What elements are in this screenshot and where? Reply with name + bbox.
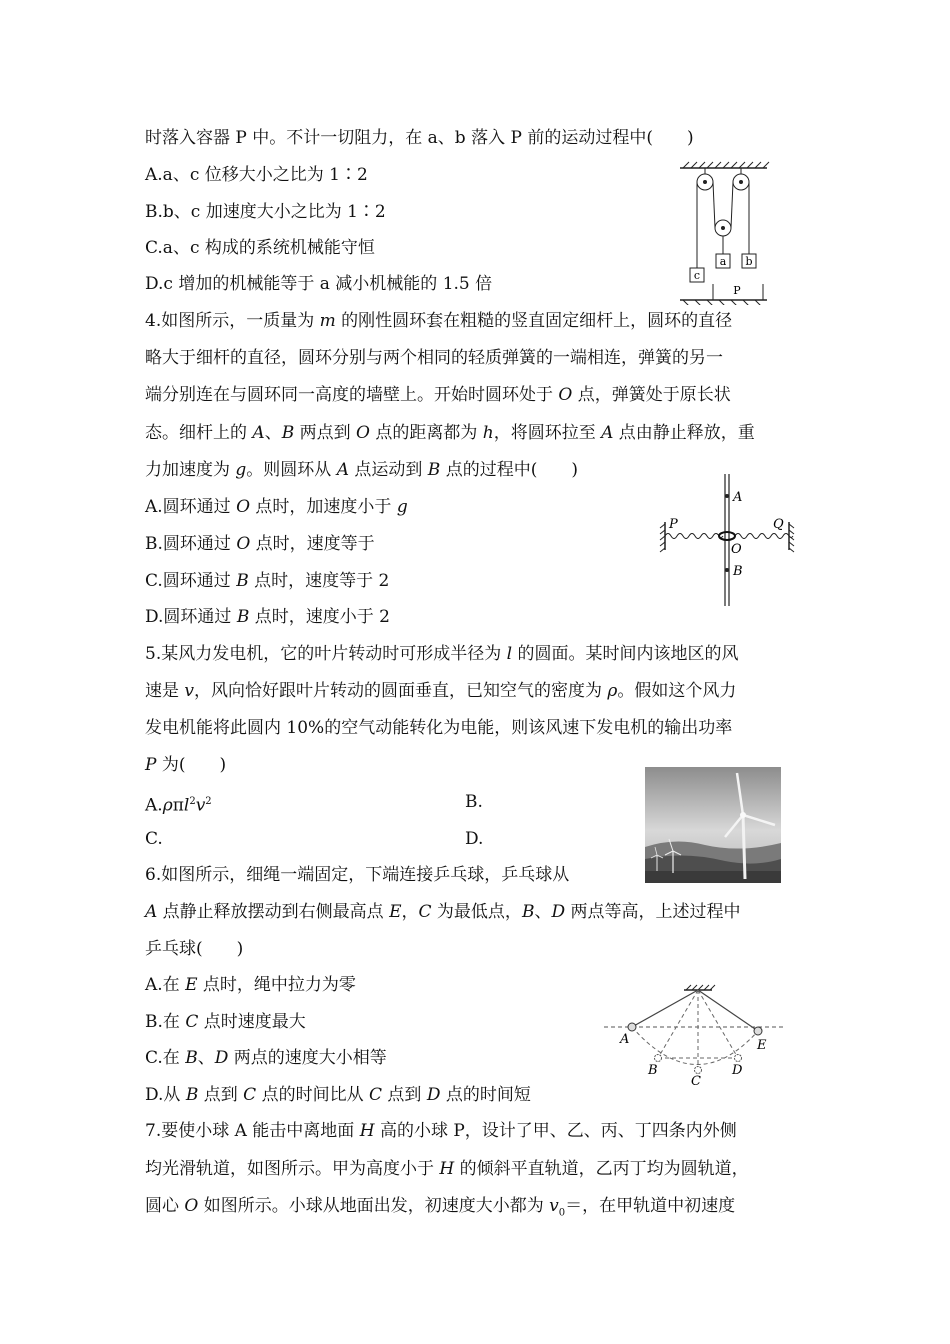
pend-a-label: A <box>620 1032 630 1047</box>
point-o-label: O <box>731 542 742 557</box>
pend-b-label: B <box>648 1063 658 1078</box>
q4-stem-line-2: 略大于细杆的直径，圆环分别与两个相同的轻质弹簧的一端相连，弹簧的另一 <box>145 348 723 368</box>
block-a-label: a <box>719 255 727 268</box>
q5-option-a: $A.\rho\pi l^2v^2$ <box>145 795 212 816</box>
q6-option-a: A.在 E 点时，绳中拉力为零 <box>145 975 356 995</box>
q3-option-c: C.a、c 构成的系统机械能守恒 <box>145 238 375 258</box>
pend-d-label: D <box>732 1063 743 1078</box>
q5-stem-line-1: 5.某风力发电机，它的叶片转动时可形成半径为 l 的圆面。某时间内该地区的风 <box>145 644 739 664</box>
q7-stem-line-2: 均光滑轨道，如图所示。甲为高度小于 H 的倾斜平直轨道，乙丙丁均为圆轨道， <box>145 1159 749 1179</box>
container-p-label: P <box>733 284 741 297</box>
pendulum-figure <box>600 982 790 1087</box>
q4-option-c: C.圆环通过 B 点时，速度等于 2 <box>145 571 390 591</box>
q3-option-d: D.c 增加的机械能等于 a 减小机械能的 1.5 倍 <box>145 274 493 294</box>
wall-p-label: P <box>669 517 678 532</box>
q6-stem-line-3: 乒乓球( ) <box>145 939 244 959</box>
q5-stem-line-3: 发电机能将此圆内 10%的空气动能转化为电能，则该风速下发电机的输出功率 <box>145 718 733 738</box>
q3-stem-line: 时落入容器 P 中。不计一切阻力，在 a、b 落入 P 前的运动过程中( ) <box>145 128 694 148</box>
q6-option-c: C.在 B、D 两点的速度大小相等 <box>145 1048 387 1068</box>
q4-option-b: B.圆环通过 O 点时，速度等于 <box>145 534 375 554</box>
q5-option-c: C. <box>145 829 163 849</box>
point-b-label: B <box>733 564 743 579</box>
pend-e-label: E <box>757 1038 767 1053</box>
block-b-label: b <box>745 255 753 268</box>
wall-q-label: Q <box>773 517 784 532</box>
q6-stem-line-2: A 点静止释放摆动到右侧最高点 E，C 为最低点，B、D 两点等高，上述过程中 <box>145 902 741 922</box>
q7-stem-line-1: 7.要使小球 A 能击中离地面 H 高的小球 P，设计了甲、乙、丙、丁四条内外侧 <box>145 1121 737 1141</box>
q5-stem-line-4: P 为( ) <box>145 755 227 775</box>
q6-option-d: D.从 B 点到 C 点的时间比从 C 点到 D 点的时间短 <box>145 1085 531 1105</box>
q4-stem-line-4: 态。细杆上的 A、B 两点到 O 点的距离都为 h，将圆环拉至 A 点由静止释放，重 <box>145 423 755 443</box>
q6-option-b: B.在 C 点时速度最大 <box>145 1012 306 1032</box>
q4-stem-line-1: 4.如图所示，一质量为 m 的刚性圆环套在粗糙的竖直固定细杆上，圆环的直径 <box>145 311 733 331</box>
q7-stem-line-3: 圆心 O 如图所示。小球从地面出发，初速度大小都为 $v_0=$，在甲轨道中初速度 <box>145 1196 736 1219</box>
q5-option-b: B. <box>465 792 483 812</box>
point-a-label: A <box>733 490 743 505</box>
q4-stem-line-5: 力加速度为 g。则圆环从 A 点运动到 B 点的过程中( ) <box>145 460 578 480</box>
wind-turbine-photo <box>645 767 781 883</box>
pulley-figure <box>675 160 775 305</box>
pend-c-label: C <box>691 1074 701 1087</box>
q4-stem-line-3: 端分别连在与圆环同一高度的墙壁上。开始时圆环处于 O 点，弹簧处于原长状 <box>145 385 731 405</box>
q3-option-a: A.a、c 位移大小之比为 1∶2 <box>145 165 368 185</box>
block-c-label: c <box>693 269 701 282</box>
q6-stem-line-1: 6.如图所示，细绳一端固定，下端连接乒乓球，乒乓球从 <box>145 865 570 885</box>
q4-option-d: D.圆环通过 B 点时，速度小于 2 <box>145 607 390 627</box>
ring-spring-figure <box>655 470 800 610</box>
q5-stem-line-2: 速是 v，风向恰好跟叶片转动的圆面垂直，已知空气的密度为 ρ。假如这个风力 <box>145 681 737 701</box>
q5-option-d: D. <box>465 829 484 849</box>
q3-option-b: B.b、c 加速度大小之比为 1∶2 <box>145 202 386 222</box>
q4-option-a: A.圆环通过 O 点时，加速度小于 g <box>145 497 408 517</box>
